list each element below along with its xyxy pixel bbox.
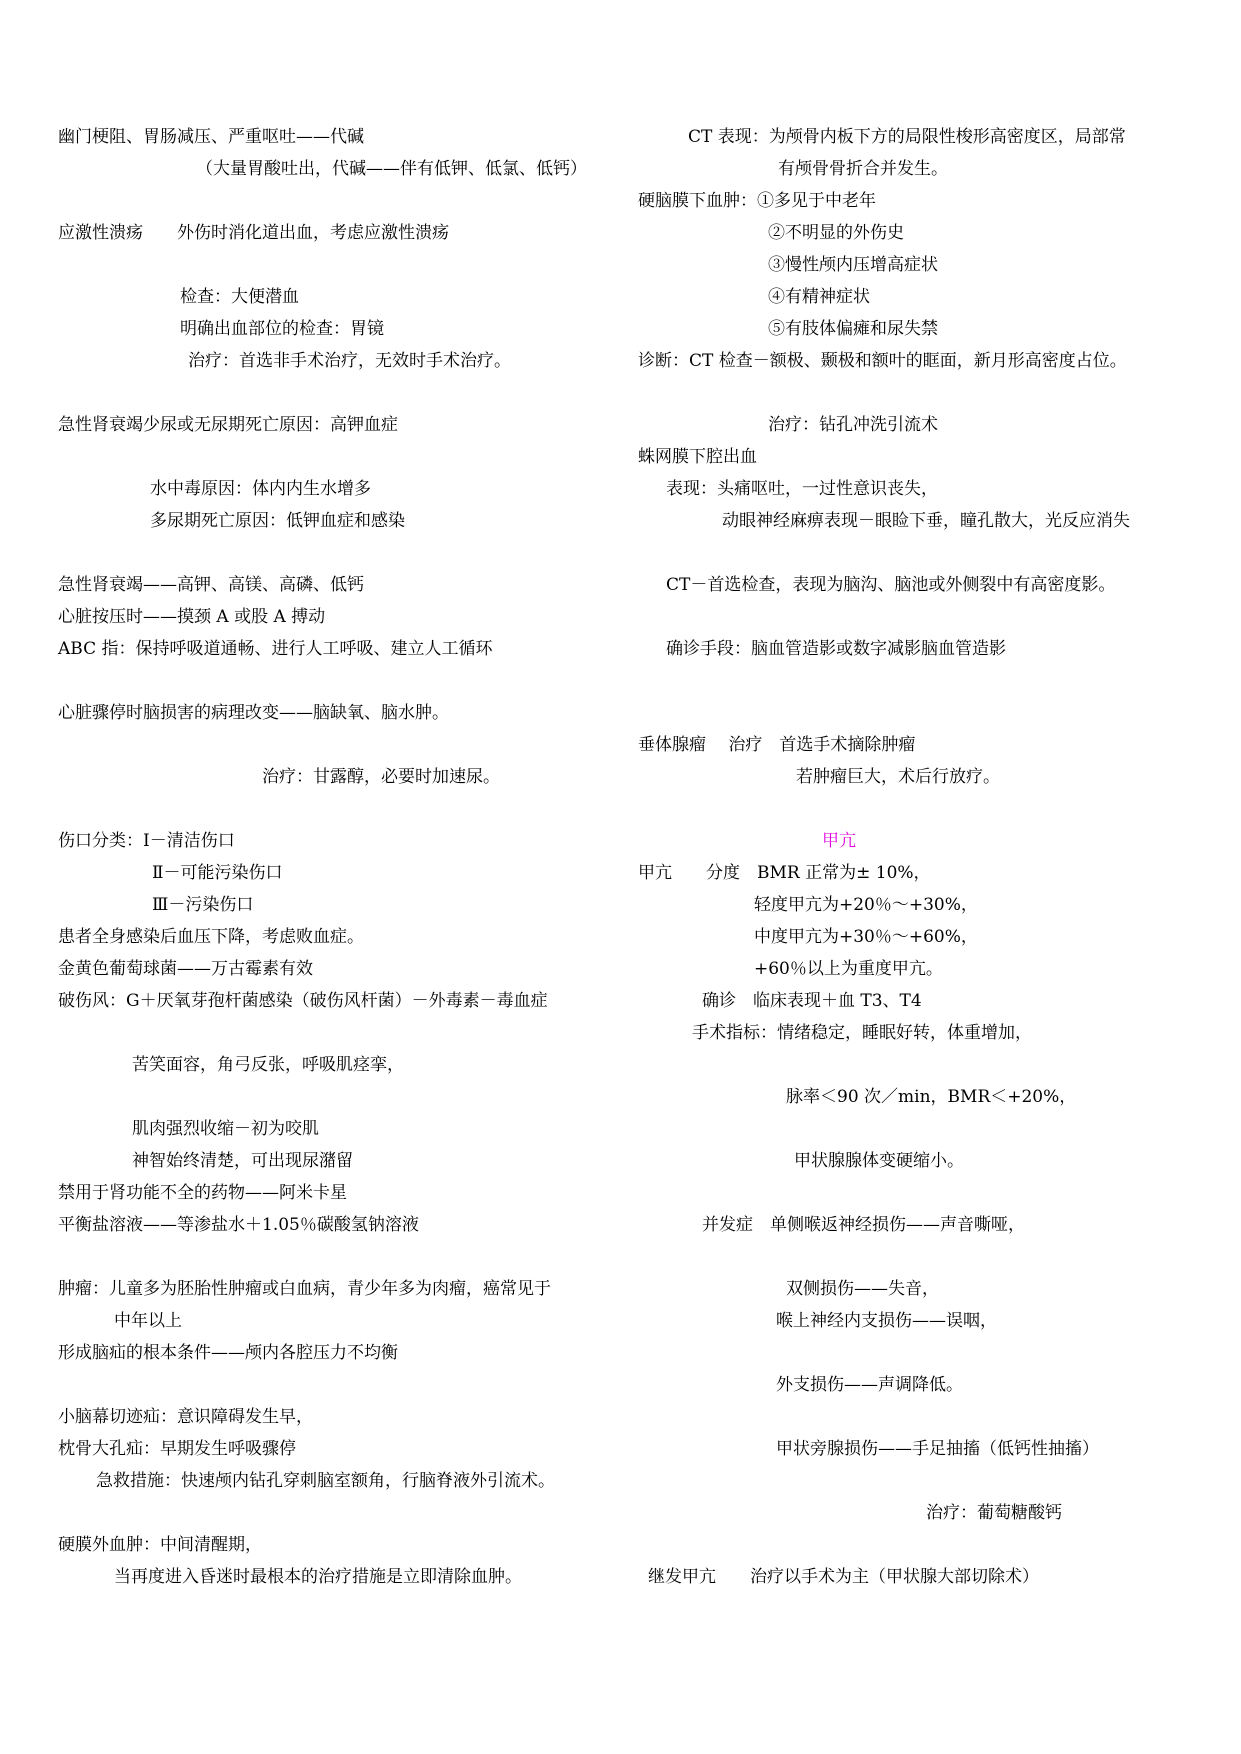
note-line: CT－首选检查，表现为脑沟、脑池或外侧裂中有高密度影。 <box>666 575 1116 595</box>
note-line: 枕骨大孔疝：早期发生呼吸骤停 <box>58 1439 296 1459</box>
note-line: 心脏骤停时脑损害的病理改变——脑缺氧、脑水肿。 <box>58 703 449 723</box>
note-line: 诊断：CT 检查－额极、颞极和额叶的眶面，新月形高密度占位。 <box>638 351 1127 371</box>
note-line: 确诊手段：脑血管造影或数字减影脑血管造影 <box>666 639 1006 659</box>
note-line: 甲状腺腺体变硬缩小。 <box>794 1151 964 1171</box>
note-line: 伤口分类：Ⅰ－清洁伤口 <box>58 831 235 851</box>
note-line: 手术指标：情绪稳定，睡眠好转，体重增加， <box>692 1023 1032 1043</box>
note-line: 神智始终清楚，可出现尿潴留 <box>132 1151 353 1171</box>
note-line: 轻度甲亢为+20％～+30%， <box>754 895 978 915</box>
note-line: 并发症 单侧喉返神经损伤——声音嘶哑， <box>702 1215 1025 1235</box>
note-line: 小脑幕切迹疝：意识障碍发生早， <box>58 1407 313 1427</box>
note-line: 甲状旁腺损伤——手足抽搐（低钙性抽搐） <box>776 1439 1099 1459</box>
note-line: 垂体腺瘤 治疗 首选手术摘除肿瘤 <box>638 735 916 755</box>
note-line: 明确出血部位的检查：胃镜 <box>180 319 384 339</box>
note-line: 形成脑疝的根本条件——颅内各腔压力不均衡 <box>58 1343 398 1363</box>
note-line: ②不明显的外伤史 <box>768 223 904 243</box>
note-line: 肿瘤：儿童多为胚胎性肿瘤或白血病，青少年多为肉瘤，癌常见于 <box>58 1279 551 1299</box>
note-line: 继发甲亢 治疗以手术为主（甲状腺大部切除术） <box>648 1567 1039 1587</box>
note-line: 急性肾衰竭——高钾、高镁、高磷、低钙 <box>58 575 364 595</box>
note-line: 患者全身感染后血压下降，考虑败血症。 <box>58 927 364 947</box>
note-line: 急性肾衰竭少尿或无尿期死亡原因：高钾血症 <box>58 415 398 435</box>
note-line: 治疗：钻孔冲洗引流术 <box>768 415 938 435</box>
note-line: 苦笑面容，角弓反张，呼吸肌痉挛， <box>132 1055 404 1075</box>
note-line: 确诊 临床表现＋血 T3、T4 <box>702 991 922 1011</box>
note-line: 急救措施：快速颅内钻孔穿刺脑室额角，行脑脊液外引流术。 <box>96 1471 555 1491</box>
note-line: Ⅲ－污染伤口 <box>152 895 254 915</box>
note-line: 喉上神经内支损伤——误咽， <box>776 1311 997 1331</box>
note-line: ③慢性颅内压增高症状 <box>768 255 938 275</box>
note-line: 治疗：首选非手术治疗，无效时手术治疗。 <box>188 351 511 371</box>
note-line: ⑤有肢体偏瘫和尿失禁 <box>768 319 938 339</box>
note-line: 肌肉强烈收缩－初为咬肌 <box>132 1119 319 1139</box>
note-line: 甲亢 分度 BMR 正常为± 10%， <box>638 863 931 883</box>
section-heading: 甲亢 <box>822 831 856 851</box>
note-line: Ⅱ－可能污染伤口 <box>152 863 283 883</box>
note-line: +60％以上为重度甲亢。 <box>754 959 943 979</box>
note-line: 双侧损伤——失音， <box>786 1279 939 1299</box>
note-line: （大量胃酸吐出，代碱——伴有低钾、低氯、低钙） <box>196 159 587 179</box>
note-line: 破伤风：G＋厌氧芽孢杆菌感染（破伤风杆菌）－外毒素－毒血症 <box>58 991 548 1011</box>
note-line: 心脏按压时——摸颈 A 或股 A 搏动 <box>58 607 326 627</box>
note-line: 金黄色葡萄球菌——万古霉素有效 <box>58 959 313 979</box>
note-line: ABC 指：保持呼吸道通畅、进行人工呼吸、建立人工循环 <box>58 639 493 659</box>
note-line: 动眼神经麻痹表现－眼睑下垂，瞳孔散大，光反应消失 <box>722 511 1130 531</box>
note-line: 幽门梗阻、胃肠减压、严重呕吐——代碱 <box>58 127 364 147</box>
note-line: 禁用于肾功能不全的药物——阿米卡星 <box>58 1183 347 1203</box>
note-line: ④有精神症状 <box>768 287 870 307</box>
note-line: 硬膜外血肿：中间清醒期， <box>58 1535 262 1555</box>
note-line: 脉率＜90 次／min，BMR＜+20%， <box>786 1087 1077 1107</box>
note-line: 多尿期死亡原因：低钾血症和感染 <box>150 511 405 531</box>
note-line: 蛛网膜下腔出血 <box>638 447 757 467</box>
note-line: 外支损伤——声调降低。 <box>776 1375 963 1395</box>
note-line: 平衡盐溶液——等渗盐水＋1.05％碳酸氢钠溶液 <box>58 1215 419 1235</box>
note-line: 若肿瘤巨大，术后行放疗。 <box>796 767 1000 787</box>
note-line: 当再度进入昏迷时最根本的治疗措施是立即清除血肿。 <box>114 1567 522 1587</box>
note-line: 治疗：葡萄糖酸钙 <box>926 1503 1062 1523</box>
note-line: 检查：大便潜血 <box>180 287 299 307</box>
note-line: 硬脑膜下血肿：①多见于中老年 <box>638 191 876 211</box>
note-line: 表现：头痛呕吐，一过性意识丧失， <box>666 479 938 499</box>
note-line: 中度甲亢为+30％～+60%， <box>754 927 978 947</box>
note-line: 水中毒原因：体内内生水增多 <box>150 479 371 499</box>
note-line: 有颅骨骨折合并发生。 <box>778 159 948 179</box>
note-line: 治疗：甘露醇，必要时加速尿。 <box>262 767 500 787</box>
note-line: 中年以上 <box>114 1311 182 1331</box>
note-line: CT 表现：为颅骨内板下方的局限性梭形高密度区，局部常 <box>688 127 1126 147</box>
note-line: 应激性溃疡 外伤时消化道出血，考虑应激性溃疡 <box>58 223 449 243</box>
